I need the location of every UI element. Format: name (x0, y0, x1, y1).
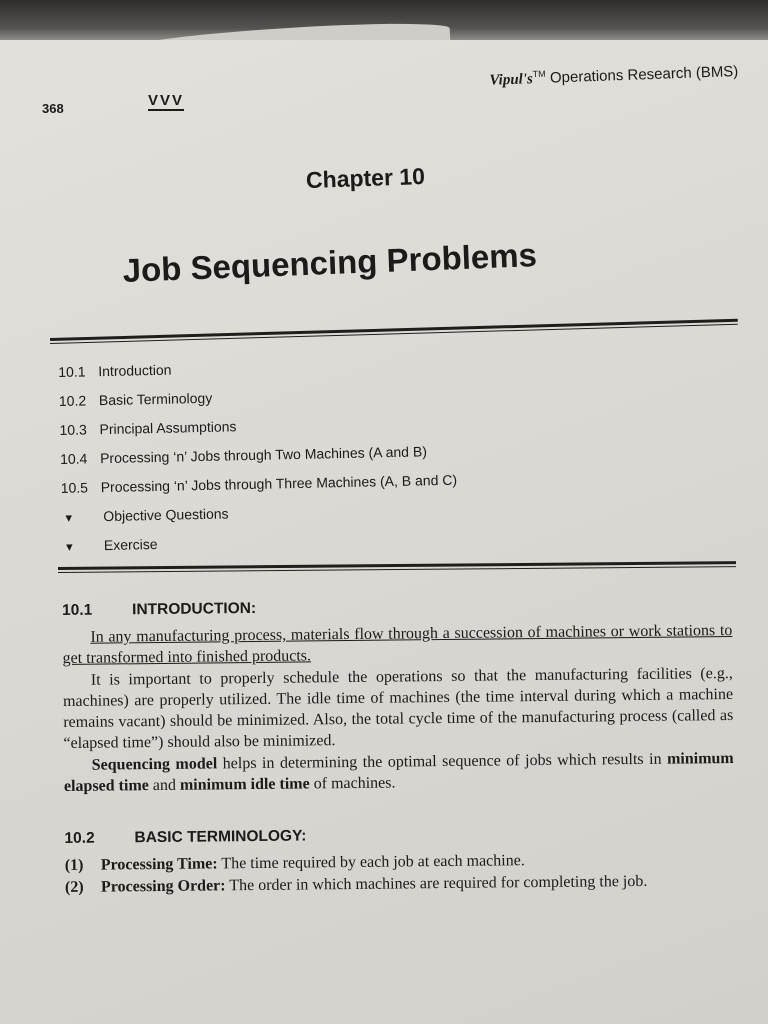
publisher-logo: VVV (148, 92, 185, 109)
toc-number: 10.4 (59, 450, 88, 467)
paragraph-text: helps in determining the optimal sequence of jobs which results in (217, 750, 668, 773)
paragraph-text: of machines. (309, 774, 396, 793)
section-title: INTRODUCTION: (132, 599, 257, 619)
definition-text: The order in which machines are required for completing the job. (225, 872, 648, 895)
toc-text: Principal Assumptions (99, 418, 237, 438)
header-brand: Vipul's (489, 71, 534, 89)
toc-number: 10.1 (58, 363, 86, 380)
toc-number: 10.5 (60, 479, 89, 496)
definition-text: The time required by each job at each machine. (217, 852, 525, 873)
paragraph-text: and (148, 776, 181, 795)
list-marker: (2) (64, 878, 84, 896)
toc-text: Basic Terminology (98, 389, 213, 409)
title-rule-thin (50, 324, 738, 344)
toc-text: Processing ‘n’ Jobs through Two Machines (A and B) (99, 443, 428, 467)
toc-text: Objective Questions (103, 505, 229, 525)
main-content (62, 593, 735, 899)
toc-text: Exercise (103, 535, 158, 554)
term-minimum-elapsed-time: minimum elapsed time (63, 749, 734, 795)
running-header (489, 62, 738, 90)
page-number: 368 (42, 101, 64, 116)
toc-text: Introduction (98, 361, 172, 380)
intro-paragraph-1: In any manufacturing process, materials flow through a succession of machines or work stations to get transformed into finished products. (62, 621, 733, 667)
section-heading-introduction (62, 593, 732, 621)
bullet-arrow-icon: ▼ (63, 512, 75, 525)
term-processing-time: Processing Time: (100, 855, 218, 874)
toc-text: Processing ‘n’ Jobs through Three Machines (A, B and C) (100, 471, 458, 496)
section-number: 10.2 (64, 829, 95, 847)
term-processing-order: Processing Order: (100, 877, 226, 896)
bullet-arrow-icon: ▼ (63, 541, 75, 554)
term-sequencing-model: Sequencing model (91, 755, 218, 774)
toc-number: 10.3 (59, 421, 87, 438)
section-title: BASIC TERMINOLOGY: (134, 827, 307, 847)
section-number: 10.1 (62, 601, 93, 619)
chapter-title: Job Sequencing Problems (122, 236, 538, 289)
intro-paragraph-2: It is important to properly schedule the operations so that the manufacturing facilities (e.g., machines) are properly utilized. The idle time of machines (the time interval during which a machine remains vacant) should be minimized. Also, the total cycle time of the manufacturing process (called as “elapsed time”) should also be minimized. (62, 664, 734, 752)
term-minimum-idle-time: minimum idle time (179, 775, 310, 794)
intro-paragraph-3 (64, 748, 734, 797)
header-book-title: Operations Research (BMS) (549, 62, 739, 87)
chapter-label: Chapter 10 (305, 162, 426, 194)
title-rule (50, 319, 738, 341)
header-trademark: TM (532, 68, 546, 80)
book-page (0, 40, 768, 1024)
table-of-contents (58, 345, 702, 561)
list-marker: (1) (64, 856, 84, 874)
toc-number: 10.2 (58, 392, 87, 409)
